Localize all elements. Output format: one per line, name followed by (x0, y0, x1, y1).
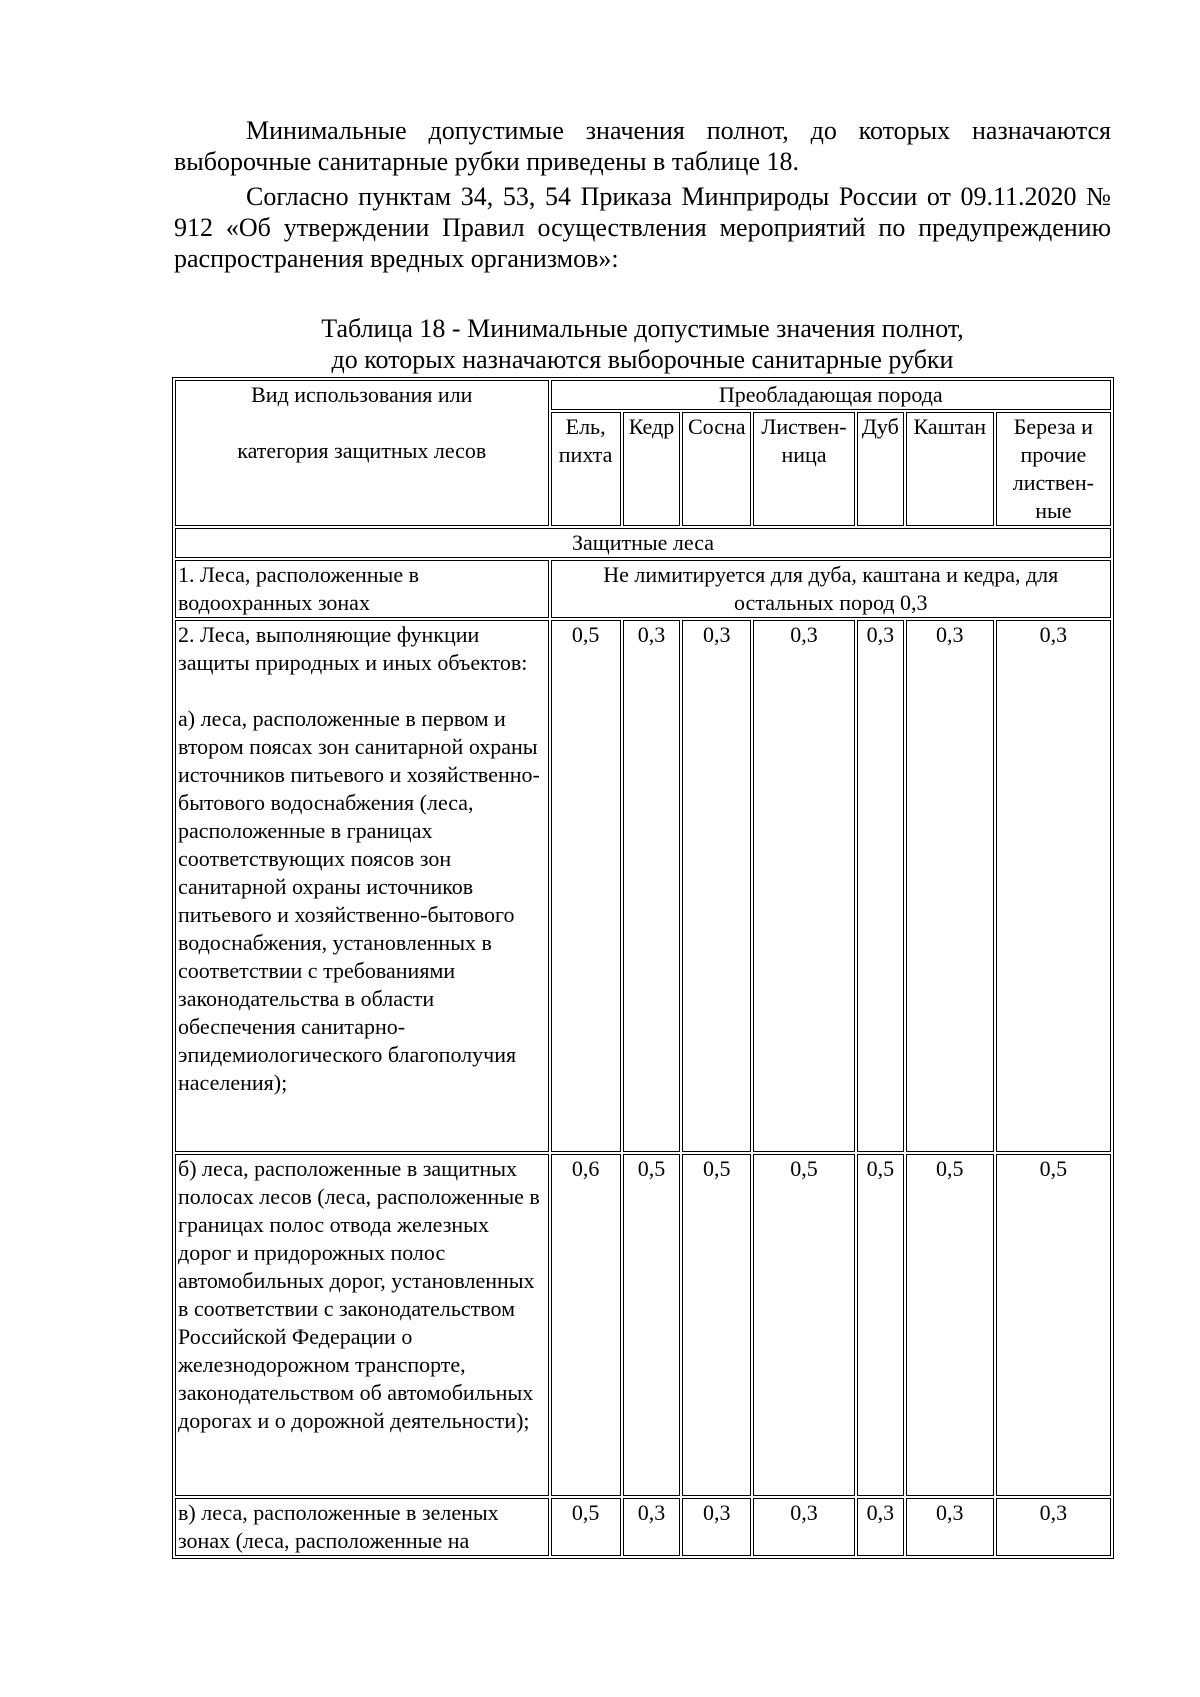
value-cell: 0,3 (857, 1498, 904, 1556)
value-cell: 0,3 (996, 1498, 1111, 1556)
value-cell: 0,3 (753, 1498, 855, 1556)
value-cell: 0,3 (996, 620, 1111, 1152)
value-cell: 0,3 (753, 620, 855, 1152)
value-cell: 0,3 (682, 1498, 751, 1556)
row-note-water-protection: Не лимитируется для дуба, каштана и кедра, для остальных пород 0,3 (551, 560, 1111, 618)
row-label-protective-strips: б) леса, расположенные в защитных полосах лесов (леса, расположенные в границах полос отвода железных дорог и придорожных полос автомобильных дорог, установленных в соответствии с законодательством Российской Федерации о железнодорожном транспорте, законодательством об автомобильных дорогах и о дорожной деятельности); (175, 1154, 549, 1496)
table-caption-line-1: Таблица 18 - Минимальные допустимые значения полнот, (321, 314, 964, 343)
table-caption-line-2: до которых назначаются выборочные санитарные рубки (331, 345, 954, 374)
value-cell: 0,3 (906, 1498, 994, 1556)
value-cell: 0,3 (623, 1498, 681, 1556)
row-label-water-protection: 1. Леса, расположенные в водоохранных зонах (175, 560, 549, 618)
value-cell: 0,5 (682, 1154, 751, 1496)
order-reference-paragraph (174, 181, 1111, 274)
value-cell: 0,5 (753, 1154, 855, 1496)
corner-header-line-1: Вид использования или (251, 382, 473, 407)
value-cell: 0,5 (551, 620, 621, 1152)
species-header-cedar: Кедр (623, 412, 681, 526)
table-caption (174, 313, 1111, 375)
order-reference-text: Согласно пунктам 34, 53, 54 Приказа Минприроды России от 09.11.2020 № 912 «Об утверждении Правил осуществления мероприятий по предупреждению распространения вредных организмов»: (174, 182, 1111, 273)
corner-header-cell (175, 380, 549, 526)
row-label-group-2-title: 2. Леса, выполняющие функции защиты природных и иных объектов: (178, 622, 528, 675)
row-label-sanitary-zones (175, 620, 549, 1152)
section-header-protective-forests: Защитные леса (175, 528, 1111, 558)
value-cell: 0,5 (906, 1154, 994, 1496)
intro-paragraph (174, 115, 1111, 177)
species-header-oak: Дуб (857, 412, 904, 526)
species-header-birch-other: Береза и прочие листвен-ные (996, 412, 1111, 526)
value-cell: 0,5 (551, 1498, 621, 1556)
value-cell: 0,5 (857, 1154, 904, 1496)
value-cell: 0,5 (623, 1154, 681, 1496)
species-header-chestnut: Каштан (906, 412, 994, 526)
value-cell: 0,3 (623, 620, 681, 1152)
species-header-spruce-fir: Ель, пихта (551, 412, 621, 526)
species-header-pine: Сосна (682, 412, 751, 526)
row-label-item-a: а) леса, расположенные в первом и втором поясах зон санитарной охраны источников питьевого и хозяйственно-бытового водоснабжения (леса, расположенные в границах соответствующих поясов зон санитарной охраны источников питьевого и хозяйственно-бытового водоснабжения, установленных в соответствии с требованиями законодательства в области обеспечения санитарно-эпидемиологического благополучия населения); (178, 706, 540, 1095)
value-cell: 0,6 (551, 1154, 621, 1496)
intro-paragraph-text: Минимальные допустимые значения полнот, до которых назначаются выборочные санитарные рубки приведены в таблице 18. (174, 116, 1111, 176)
value-cell: 0,3 (906, 620, 994, 1152)
species-header-larch: Листвен-ница (753, 412, 855, 526)
stocking-density-table (172, 377, 1114, 1559)
value-cell: 0,3 (857, 620, 904, 1152)
corner-header-line-2: категория защитных лесов (237, 438, 487, 463)
species-group-header: Преобладающая порода (551, 380, 1111, 410)
value-cell: 0,3 (682, 620, 751, 1152)
row-label-green-zones: в) леса, расположенные в зеленых зонах (леса, расположенные на (175, 1498, 549, 1556)
value-cell: 0,5 (996, 1154, 1111, 1496)
